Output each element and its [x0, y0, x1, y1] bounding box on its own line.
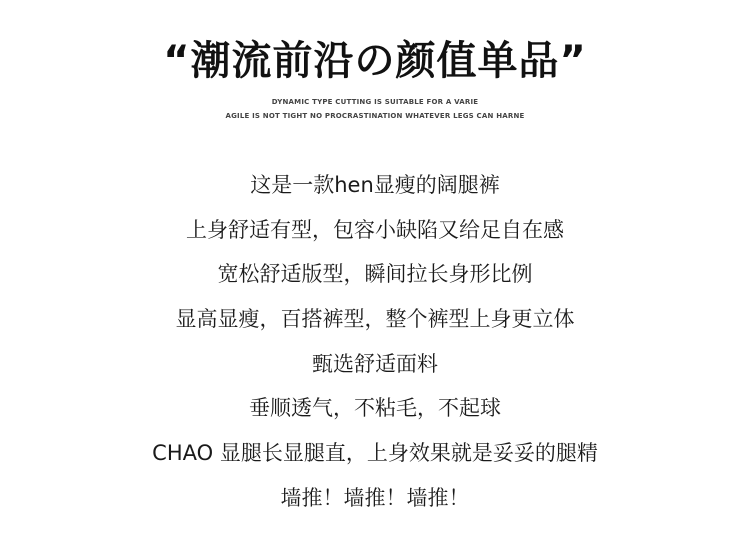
description-line: 上身舒适有型，包容小缺陷又给足自在感 [186, 217, 564, 242]
subtitle-line-1: DYNAMIC TYPE CUTTING IS SUITABLE FOR A VARIE [271, 98, 479, 106]
headline: “潮流前沿の颜值单品” [163, 38, 587, 84]
description-line: 甄选舒适面料 [312, 351, 438, 376]
description-line: 墙推！墙推！墙推！ [280, 485, 470, 510]
description-line: 宽松舒适版型，瞬间拉长身形比例 [217, 262, 533, 287]
description-block [0, 168, 750, 526]
description-line: CHAO 显腿长显腿直，上身效果就是妥妥的腿精 [152, 441, 598, 466]
description-line: 垂顺透气，不粘毛，不起球 [249, 396, 501, 421]
description-line: 这是一款hen显瘦的阔腿裤 [250, 173, 500, 197]
subtitle-line-2: AGILE IS NOT TIGHT NO PROCRASTINATION WHATEVER LEGS CAN HARNE [225, 112, 525, 120]
description-line: 显高显瘦，百搭裤型，整个裤型上身更立体 [175, 307, 575, 332]
